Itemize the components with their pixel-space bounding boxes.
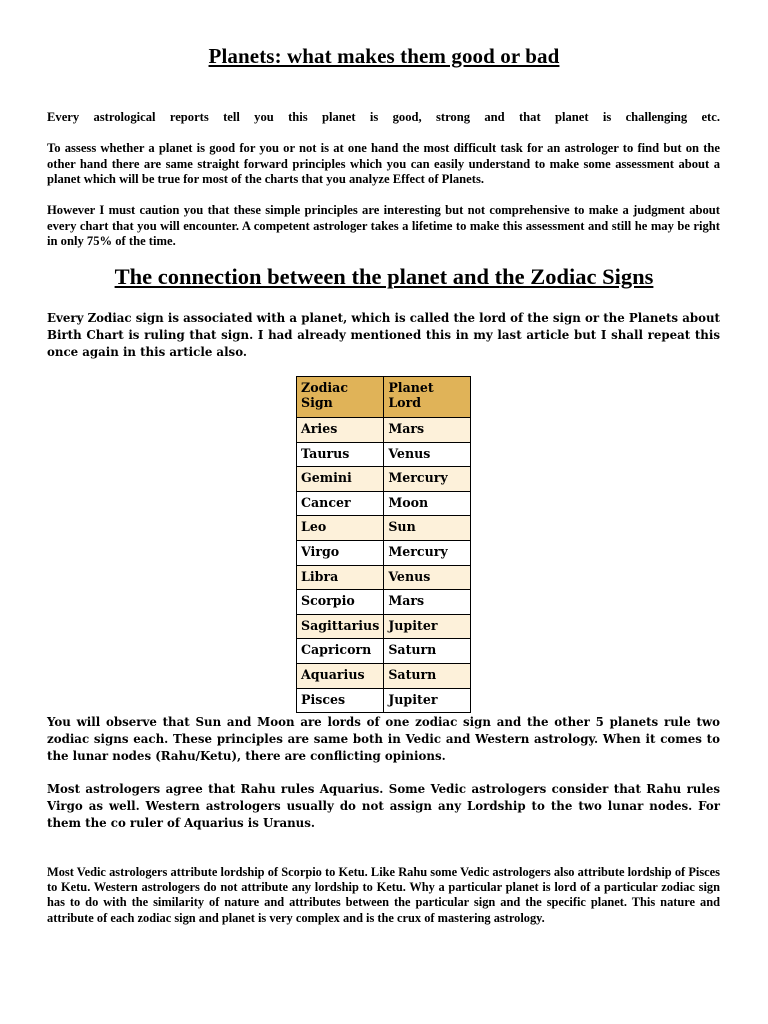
zodiac-sign-cell: Leo [297,516,384,541]
zodiac-lord-table [296,376,471,713]
table-row [297,590,471,615]
page-title: Planets: what makes them good or bad [208,44,560,68]
table-row [297,418,471,443]
section-intro-paragraph: Every Zodiac sign is associated with a planet, which is called the lord of the sign or the Planets about Birth Chart is ruling that sign. I had already mentioned this in my last article but I shall repeat this once again in this article also. [47,311,720,359]
table-row [297,540,471,565]
planet-lord-cell: Jupiter [384,614,471,639]
zodiac-sign-cell: Aquarius [297,663,384,688]
intro-paragraph-2: To assess whether a planet is good for you or not is at one hand the most difficult task for an astrologer to find but on the other hand there are same straight forward principles which you can easily understand to make some assessment about a planet which will be true for most of the charts that you analyze Effect of Planets. [47,141,720,187]
planet-lord-cell: Venus [384,565,471,590]
planet-lord-cell: Moon [384,491,471,516]
table-row [297,491,471,516]
intro-paragraph-1: Every astrological reports tell you this planet is good, strong and that planet is challenging etc. [47,110,720,124]
table-row [297,614,471,639]
zodiac-sign-cell: Aries [297,418,384,443]
table-row [297,565,471,590]
table-header-zodiac-sign: Zodiac Sign [297,377,384,418]
table-row [297,442,471,467]
zodiac-sign-cell: Libra [297,565,384,590]
zodiac-sign-cell: Cancer [297,491,384,516]
table-row [297,688,471,713]
planet-lord-cell: Mars [384,590,471,615]
zodiac-sign-cell: Pisces [297,688,384,713]
planet-lord-cell: Saturn [384,663,471,688]
closing-paragraph-1: You will observe that Sun and Moon are lords of one zodiac sign and the other 5 planets rule two zodiac signs each. These principles are same both in Vedic and Western astrology. When it comes to the lunar nodes (Rahu/Ketu), there are conflicting opinions. [47,715,720,763]
table-row [297,639,471,664]
planet-lord-cell: Jupiter [384,688,471,713]
planet-lord-cell: Venus [384,442,471,467]
planet-lord-cell: Sun [384,516,471,541]
zodiac-sign-cell: Virgo [297,540,384,565]
table-row [297,516,471,541]
zodiac-sign-cell: Gemini [297,467,384,492]
zodiac-sign-cell: Taurus [297,442,384,467]
table-header-row [297,377,471,418]
table-row [297,663,471,688]
planet-lord-cell: Mars [384,418,471,443]
closing-paragraph-3: Most Vedic astrologers attribute lordship of Scorpio to Ketu. Like Rahu some Vedic astrologers also attribute lordship of Pisces to Ketu. Western astrologers do not attribute any lordship to Ketu. Why a particular planet is lord of a particular zodiac sign has to do with the similarity of nature and attributes between the particular sign and the specific planet. This nature and attribute of each zodiac sign and planet is very complex and is the crux of mastering astrology. [47,865,720,925]
table-row [297,467,471,492]
zodiac-sign-cell: Capricorn [297,639,384,664]
planet-lord-cell: Saturn [384,639,471,664]
planet-lord-cell: Mercury [384,540,471,565]
table-header-planet-lord: Planet Lord [384,377,471,418]
section-heading: The connection between the planet and the Zodiac Signs [114,264,654,289]
planet-lord-cell: Mercury [384,467,471,492]
zodiac-sign-cell: Sagittarius [297,614,384,639]
intro-paragraph-3: However I must caution you that these simple principles are interesting but not comprehensive to make a judgment about every chart that you will encounter. A competent astrologer takes a lifetime to make this assessment and still he may be right in only 75% of the time. [47,203,720,249]
zodiac-sign-cell: Scorpio [297,590,384,615]
closing-paragraph-2: Most astrologers agree that Rahu rules Aquarius. Some Vedic astrologers consider that Rahu rules Virgo as well. Western astrologers usually do not assign any Lordship to the two lunar nodes. For them the co ruler of Aquarius is Uranus. [47,782,720,830]
